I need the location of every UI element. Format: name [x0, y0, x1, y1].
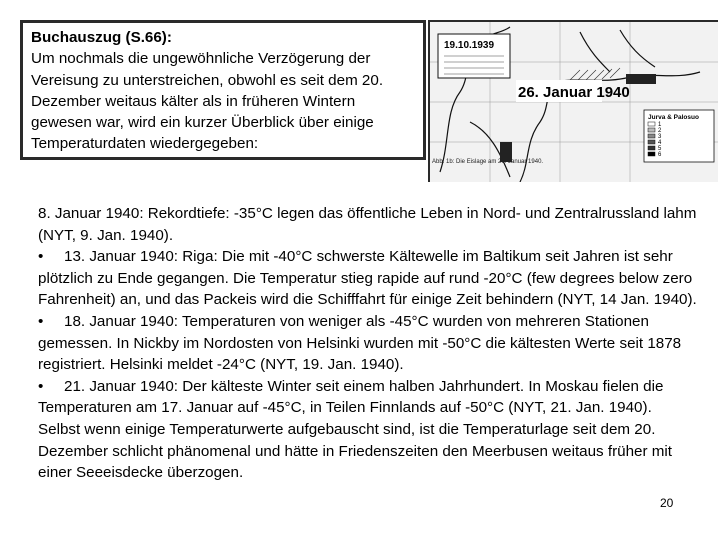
quote-title: Buchauszug (S.66): — [31, 29, 172, 46]
body-bullet-text: 18. Januar 1940: Temperaturen von weniger als -45°C wurden von mehreren Stationen gemessen. In Nickby im Nordosten von Helsinki wurden mit -50°C die kältesten Werte seit 1878 registriert. Helsinki meldet -24°C (NYT, 19. Jan. 1940). — [38, 312, 682, 374]
map-legend-item: 1 — [658, 122, 662, 128]
quote-text: Um nochmals die ungewöhnliche Verzögerung der Vereisung zu unterstreichen, obwohl es seit dem 20. Dezember weitaus kälter als in früheren Wintern gewesen war, wird ein kurzer Überblick über einige Temperaturdaten wiedergegeben: — [31, 50, 384, 153]
body-bullet — [38, 246, 698, 311]
body-bullet-text: 21. Januar 1940: Der kälteste Winter seit einem halben Jahrhundert. In Moskau fielen die Temperaturen am 17. Januar auf -45°C, in Teilen Finnlands auf -50°C (NYT, 21. Jan. 1940). — [38, 377, 664, 417]
map-legend-item: 4 — [658, 140, 662, 146]
map-legend-title: Jurva & Palosuo — [648, 114, 699, 121]
bullet-icon: • — [38, 248, 44, 266]
body-bullet-text: 13. Januar 1940: Riga: Die mit -40°C schwerste Kältewelle im Baltikum seit Jahren ist sehr plötzlich zu Ende gegangen. Die Temperatur stieg rapide auf rund -20°C (few degrees below zero Fahrenheit) an, und das Packeis wird die Schifffahrt für einige Zeit behindern (NYT, 14 Jan. 1940). — [38, 248, 697, 309]
body-bullet — [38, 376, 698, 419]
body-bullet — [38, 311, 698, 376]
map-date-label: 26. Januar 1940 — [518, 84, 630, 101]
map-stamp-date: 19.10.1939 — [444, 40, 495, 51]
body-closing: Selbst wenn einige Temperaturwerte aufgebauscht sind, ist die Temperaturlage seit dem 20. Dezember schlicht phänomenal und hätte in Friedenszeiten den Meerbusen weitaus früher mit einer Seeeisdecke überzogen. — [38, 420, 673, 482]
map-legend-item: 6 — [658, 152, 662, 158]
page-number: 20 — [660, 496, 674, 510]
map-legend-item: 3 — [658, 134, 662, 140]
bullet-icon: • — [38, 377, 44, 395]
bullet-icon: • — [38, 312, 44, 330]
quote-box — [20, 20, 426, 160]
map-legend-item: 2 — [658, 128, 662, 134]
body-text — [38, 203, 698, 484]
body-intro: 8. Januar 1940: Rekordtiefe: -35°C legen das öffentliche Leben in Nord- und Zentralrussland lahm (NYT, 9. Jan. 1940). — [38, 205, 697, 244]
map-legend-item: 5 — [658, 146, 662, 152]
map-figure-caption: Abb. 1b: Die Eislage am 26. Januar 1940. — [432, 159, 544, 165]
